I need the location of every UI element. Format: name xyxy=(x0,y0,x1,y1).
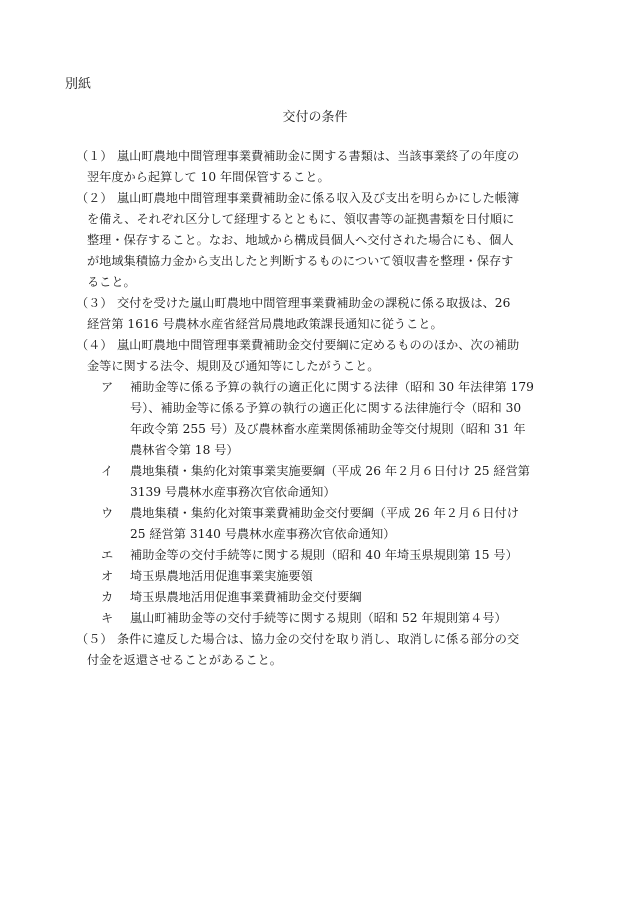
sub-condition-text-line: 25 経営第 3140 号農林水産事務次官依命通知） xyxy=(130,527,396,541)
condition-text-line: ること。 xyxy=(87,275,136,289)
condition-text-line: 交付を受けた嵐山町農地中間管理事業費補助金の課税に係る取扱は、26 xyxy=(117,296,511,310)
sub-condition-text-line: 3139 号農林水産事務次官依命通知） xyxy=(130,485,336,499)
sub-condition-item xyxy=(70,377,578,461)
condition-text-line: 経営第 1616 号農林水産省経営局農地政策課長通知に従うこと。 xyxy=(87,317,443,331)
conditions-list xyxy=(70,146,578,671)
sub-condition-item xyxy=(70,461,578,503)
condition-text-line: を備え、それぞれ区分して経理するとともに、領収書等の証拠書類を日付順に xyxy=(87,212,515,226)
condition-text-line: 翌年度から起算して 10 年間保管すること。 xyxy=(87,170,330,184)
sub-condition-text-line: 農地集積・集約化対策事業実施要綱（平成 26 年２月６日付け 25 経営第 xyxy=(130,464,530,478)
condition-number: （５） xyxy=(76,632,113,646)
condition-text-line: が地域集積協力金から支出したと判断するものについて領収書を整理・保存す xyxy=(87,254,514,268)
condition-number: （１） xyxy=(76,149,113,163)
sub-condition-item xyxy=(70,503,578,545)
condition-item xyxy=(70,335,578,629)
condition-number: （３） xyxy=(76,296,113,310)
condition-text-line: 整理・保存すること。なお、地域から構成員個人へ交付された場合にも、個人 xyxy=(87,233,514,247)
condition-item xyxy=(70,188,578,293)
sub-condition-mark: カ xyxy=(101,590,114,604)
sub-condition-mark: エ xyxy=(101,548,114,562)
sub-condition-mark: キ xyxy=(101,611,114,625)
condition-item xyxy=(70,146,578,188)
sub-condition-mark: ア xyxy=(101,380,114,394)
condition-text-line: 金等に関する法令、規則及び通知等にしたがうこと。 xyxy=(87,359,380,373)
condition-number: （４） xyxy=(76,338,113,352)
sub-condition-text-line: 農林省令第 18 号） xyxy=(130,443,239,457)
sub-condition-text-line: 埼玉県農地活用促進事業費補助金交付要綱 xyxy=(130,590,362,604)
sub-condition-text-line: 補助金等の交付手続等に関する規則（昭和 40 年埼玉県規則第 15 号） xyxy=(130,548,518,562)
condition-number: （２） xyxy=(76,191,113,205)
condition-item xyxy=(70,629,578,671)
document-title: 交付の条件 xyxy=(282,110,348,125)
sub-condition-mark: オ xyxy=(101,569,114,583)
sub-condition-text-line: 農地集積・集約化対策事業費補助金交付要綱（平成 26 年２月６日付け xyxy=(130,506,519,520)
condition-item xyxy=(70,293,578,335)
sub-condition-text-line: 年政令第 255 号）及び農林畜水産業関係補助金等交付規則（昭和 31 年 xyxy=(130,422,526,436)
sub-condition-text-line: 埼玉県農地活用促進事業実施要領 xyxy=(130,569,313,583)
condition-text-line: 付金を返還させることがあること。 xyxy=(87,653,282,667)
sub-condition-text-line: 号）、補助金等に係る予算の執行の適正化に関する法律施行令（昭和 30 xyxy=(130,401,522,415)
sub-condition-text-line: 嵐山町補助金等の交付手続等に関する規則（昭和 52 年規則第４号） xyxy=(130,611,507,625)
sub-condition-mark: ウ xyxy=(101,506,114,520)
sub-condition-item xyxy=(70,608,578,629)
sub-condition-item xyxy=(70,545,578,566)
sub-condition-mark: イ xyxy=(101,464,114,478)
condition-text-line: 嵐山町農地中間管理事業費補助金に関する書類は、当該事業終了の年度の xyxy=(117,149,520,163)
condition-text-line: 条件に違反した場合は、協力金の交付を取り消し、取消しに係る部分の交 xyxy=(117,632,520,646)
condition-text-line: 嵐山町農地中間管理事業費補助金に係る収入及び支出を明らかにした帳簿 xyxy=(117,191,520,205)
condition-text-line: 嵐山町農地中間管理事業費補助金交付要綱に定めるもののほか、次の補助 xyxy=(117,338,520,352)
sub-condition-text-line: 補助金等に係る予算の執行の適正化に関する法律（昭和 30 年法律第 179 xyxy=(130,380,534,394)
sub-condition-item xyxy=(70,566,578,587)
attachment-label: 別紙 xyxy=(65,77,92,92)
sub-condition-item xyxy=(70,587,578,608)
